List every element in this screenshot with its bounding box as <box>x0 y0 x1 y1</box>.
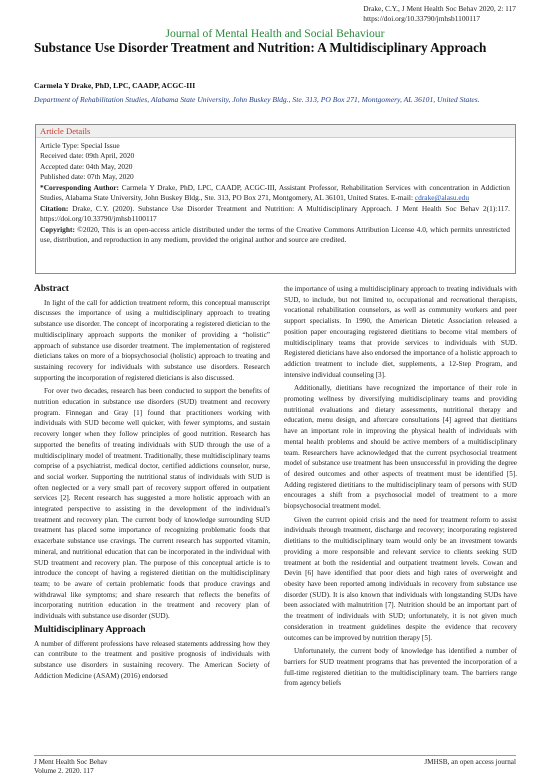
copyright-text: ©2020, This is an open-access article distributed under the terms of the Creative Commons Attribution License 4.0, which permits unrestricted use, distribution, and reproduction in any medium, provided the original author and source are credited. <box>40 224 510 245</box>
copyright-label: Copyright: <box>40 224 75 234</box>
corresponding-text: Carmela Y Drake, PhD, LPC, CAADP, ACGC-III, Assistant Professor, Rehabilitation Services with concentration in Addiction Studies, Alabama State University, John Buskey Bldg., Ste. 313, PO Box 271, Montgomery, AL 36101, United States. E-mail: <box>40 183 511 203</box>
abstract-heading: Abstract <box>34 284 69 294</box>
citation-label: Citation: <box>40 203 69 213</box>
right-column <box>284 284 517 692</box>
corresponding-label: *Corresponding Author: <box>40 183 120 192</box>
citation-line <box>40 204 510 225</box>
header-doi[interactable]: https://doi.org/10.33790/jmhsb1100117 <box>363 14 481 23</box>
body-paragraph: Given the current opioid crisis and the need for treatment reform to assist individuals through treatment, discharge and recovery; incorporating registered dietitians to the multidisciplinary team would only be an investment towards providing a more responsible and relevant service to clients seeking SUD treatment at both the residential and outpatient treatment levels. Cowan and Devin [6] have identified that poor diets and high rates of overweight and obesity have been reported among individuals in recovery from substance use disorder (SUD). It is also known that individuals with longstanding SUDs have been associated with malnutrition [7]. Nutrition should be an important part of the treatment of individuals with SUD; unfortunately, it is not given much consideration in treatment guidelines despite the evidence that recovery outcomes can be improved by nutrition therapy [5]. <box>284 515 517 642</box>
body-paragraph: Additionally, dietitians have recognized the importance of their role in promoting wellness by diversifying multidisciplinary teams and providing nutritional evaluations and dietary assessments, nutritional therapy and education, menu design, and aftercare consultations [4] agreed that dietitians have an important role in improving the physical health of individuals with mental health problems and should be active members of a multidisciplinary team. Researchers have acknowledged that the current psychosocial treatment model of substance use treatment has been unsuccessful in providing the degree of desired outcomes and other aspects of treatment must be identified [5]. Adding registered dietitians to the multidisciplinary team of persons with SUD encourages a shift from a psychosocial model of treatment to a more biopsychosocial treatment model. <box>284 384 517 511</box>
article-title: Substance Use Disorder Treatment and Nutrition: A Multidisciplinary Approach <box>34 40 487 55</box>
copyright-line <box>40 225 510 246</box>
footer-right: JMHSB, an open access journal <box>424 758 516 766</box>
article-type: Article Type: Special Issue <box>40 141 120 150</box>
corresponding-author <box>40 183 510 204</box>
received-date: Received date: 09th April, 2020 <box>40 151 135 161</box>
body-paragraph: Unfortunately, the current body of knowledge has identified a number of barriers for SUD treatment programs that has prevented the incorporation of a full-time registered dietitian to the multidisciplinary team. The barriers range from agency beliefs <box>284 647 517 688</box>
section-heading: Multidisciplinary Approach <box>34 624 146 635</box>
published-date: Published date: 07th May, 2020 <box>40 172 134 182</box>
footer-divider <box>34 755 516 756</box>
email-link[interactable]: cdrake@alasu.edu <box>414 193 470 203</box>
section-paragraph: A number of different professions have released statements addressing how they can contribute to the treatment and positive prognosis of individuals with substance use disorders in sustaining recovery. The American Society of Addiction Medicine (ASAM) (2016) endorsed <box>34 639 270 680</box>
running-header <box>363 4 516 24</box>
body-paragraph: For over two decades, research has been conducted to support the benefits of nutrition education in substance use disorders (SUD) treatment and recovery program. Finnegan and Gray [1] found that practitioners working with individuals with SUD become well quicker, with fewer symptoms, and sustain recovery longer when they follow principles of good nutrition. Research has supported the benefits of treating individuals with SUD through the use of a multidisciplinary model of treatment. Traditionally, these multidisciplinary teams comprise of a psychiatrist, medical doctor, certified addictions counselor, nurse, and social worker. Supporting the nutritional status of individuals with SUD is often neglected or a very small part of recovery support offered in outpatient services [2]. Recent research has suggested a more holistic approach with an integrated perspective to assisting in the development of the individual’s treatment and recovery plan. The current body of knowledge surrounding SUD treatment has placed some importance of recognizing problematic foods that exacerbate substance use cravings. The current research has supported vitamin, mineral, and nutritional education that can be incorporated in the individual with SUD treatment and recovery plan. The purpose of this conceptual article is to introduce the concept of having a registered dietitian on the multidisciplinary team; to be aware of certain problematic foods that produce cravings and withdrawal like symptoms; and share research that reflects the benefits of incorporating nutrition education in the treatment and recovery plan of individuals with substance use disorder (SUD). <box>34 387 270 621</box>
citation-text: Drake, C.Y. (2020). Substance Use Disorder Treatment and Nutrition: A Multidisciplinary Approach. J Ment Health Soc Behav 2(1):117. https://doi.org/10.33790/jmhsb1100117 <box>40 203 510 224</box>
author-line: Carmela Y Drake, PhD, LPC, CAADP, ACGC-III <box>34 81 196 90</box>
article-dates <box>40 141 134 183</box>
footer-left <box>34 758 107 777</box>
article-details-heading: Article Details <box>40 126 91 136</box>
accepted-date: Accepted date: 04th May, 2020 <box>40 161 133 171</box>
abstract-paragraph: In light of the call for addiction treatment reform, this conceptual manuscript discusses the importance of using a multidisciplinary approach to treating substance use disorder. The concept of incorporating a registered dietician to the multidisciplinary approach supports the moniker of providing a “holistic” approach of substance use disorder treatment. The implementation of registered dieticians takes on more of a biopsychosocial (holistic) approach to treating and sustaining recovery for individuals with substance use disorders. Research supporting the incorporation of registered dieticians is also discussed. <box>34 298 270 382</box>
footer-volume: Volume 2. 2020. 117 <box>34 767 94 776</box>
affiliation: Department of Rehabilitation Studies, Alabama State University, John Buskey Bldg., Ste. 313, PO Box 271, Montgomery, AL 36101, United States. <box>34 95 480 104</box>
header-citation: Drake, C.Y., J Ment Health Soc Behav 2020, 2: 117 <box>363 4 516 13</box>
article-details-header <box>36 125 515 138</box>
journal-name: Journal of Mental Health and Social Behaviour <box>165 27 385 40</box>
correspondence-block <box>40 183 510 245</box>
body-paragraph: the importance of using a multidisciplinary approach to treating individuals with SUD, to include, but not limited to, occupational and recreational therapists, vocational rehabilitation counselors, as well as community workers and peer support specialists. In 1990, the American Dietetic Association released a position paper encouraging registered dietitians to become vital members of multidisciplinary teams that provide services to individuals with SUD. Registered dieticians have also endorsed the importance of a holistic approach to addiction treatment to include diet, supplements, a 12-Step Program, and intensive individual counseling [3]. <box>284 285 517 379</box>
left-column <box>34 284 270 684</box>
footer-journal: J Ment Health Soc Behav <box>34 758 108 766</box>
